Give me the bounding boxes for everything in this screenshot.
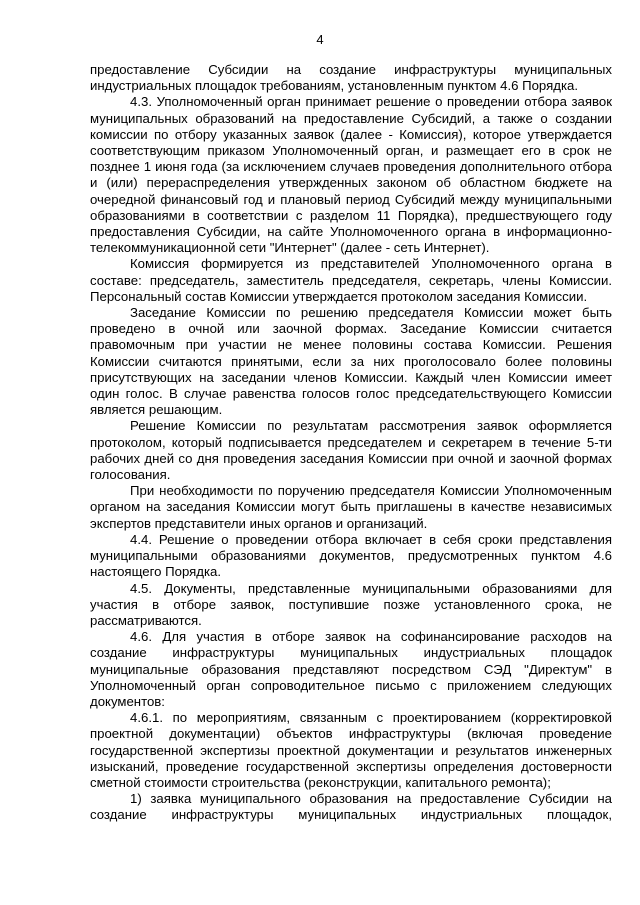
paragraph-independent-experts: При необходимости по поручению председателя Комиссии Уполномоченным органом на заседания Комиссии могут быть приглашены в качестве независимых экспертов представители иных органов и организаций. (90, 483, 612, 531)
paragraph-commission-composition: Комиссия формируется из представителей Уполномоченного органа в составе: председатель, заместитель председателя, секретарь, члены Комиссии. Персональный состав Комиссии утверждается протоколом заседания Комиссии. (90, 256, 612, 304)
paragraph-4-6: 4.6. Для участия в отборе заявок на софинансирование расходов на создание инфраструктуры муниципальных индустриальных площадок муниципальные образования представляют посредством СЭД "Директум" в Уполномоченный орган сопроводительное письмо с приложением следующих документов: (90, 629, 612, 709)
paragraph-continuation: предоставление Субсидии на создание инфраструктуры муниципальных индустриальных площадок требованиям, установленным пунктом 4.6 Порядка. (90, 62, 612, 94)
paragraph-commission-meeting: Заседание Комиссии по решению председателя Комиссии может быть проведено в очной или заочной формах. Заседание Комиссии считается правомочным при участии не менее половины состава Комиссии. Решения Комиссии считаются принятыми, если за них проголосовало более половины присутствующих на заседании членов Комиссии. Каждый член Комиссии имеет один голос. В случае равенства голосов голос председательствующего Комиссии является решающим. (90, 305, 612, 418)
paragraph-4-6-1: 4.6.1. по мероприятиям, связанным с проектированием (корректировкой проектной документации) объектов инфраструктуры (включая проведение государственной экспертизы проектной документации и результатов инженерных изысканий, проведение государственной экспертизы определения достоверности сметной стоимости строительства (реконструкции, капитального ремонта); (90, 710, 612, 790)
paragraph-4-4: 4.4. Решение о проведении отбора включает в себя сроки представления муниципальными образованиями документов, предусмотренных пунктом 4.6 настоящего Порядка. (90, 531, 612, 580)
page-number: 4 (316, 32, 324, 47)
paragraph-4-3: 4.3. Уполномоченный орган принимает решение о проведении отбора заявок муниципальных образований на предоставление Субсидий, а также о создании комиссии по отбору указанных заявок (далее - Комиссия), которое утверждается соответствующим приказом Уполномоченный орган, и размещает его в срок не позднее 1 июня года (за исключением случаев проведения дополнительного отбора и (или) перераспределения утвержденных законом об областном бюджете на очередной финансовый год и плановый период Субсидий между муниципальными образованиями в соответствии с разделом 11 Порядка), предшествующего году предоставления Субсидии, на сайте Уполномоченного органа в информационно-телекоммуникационной сети "Интернет" (далее - сеть Интернет). (90, 94, 612, 256)
paragraph-commission-decision: Решение Комиссии по результатам рассмотрения заявок оформляется протоколом, который подписывается председателем и секретарем в течение 5-ти рабочих дней со дня проведения заседания Комиссии при очной и заочной формах голосования. (90, 418, 612, 483)
document-body (90, 62, 612, 824)
paragraph-item-1: 1) заявка муниципального образования на предоставление Субсидии на создание инфраструктуры муниципальных индустриальных площадок, (90, 791, 612, 823)
paragraph-4-5: 4.5. Документы, представленные муниципальными образованиями для участия в отборе заявок, поступившие позже установленного срока, не рассматриваются. (90, 580, 612, 628)
